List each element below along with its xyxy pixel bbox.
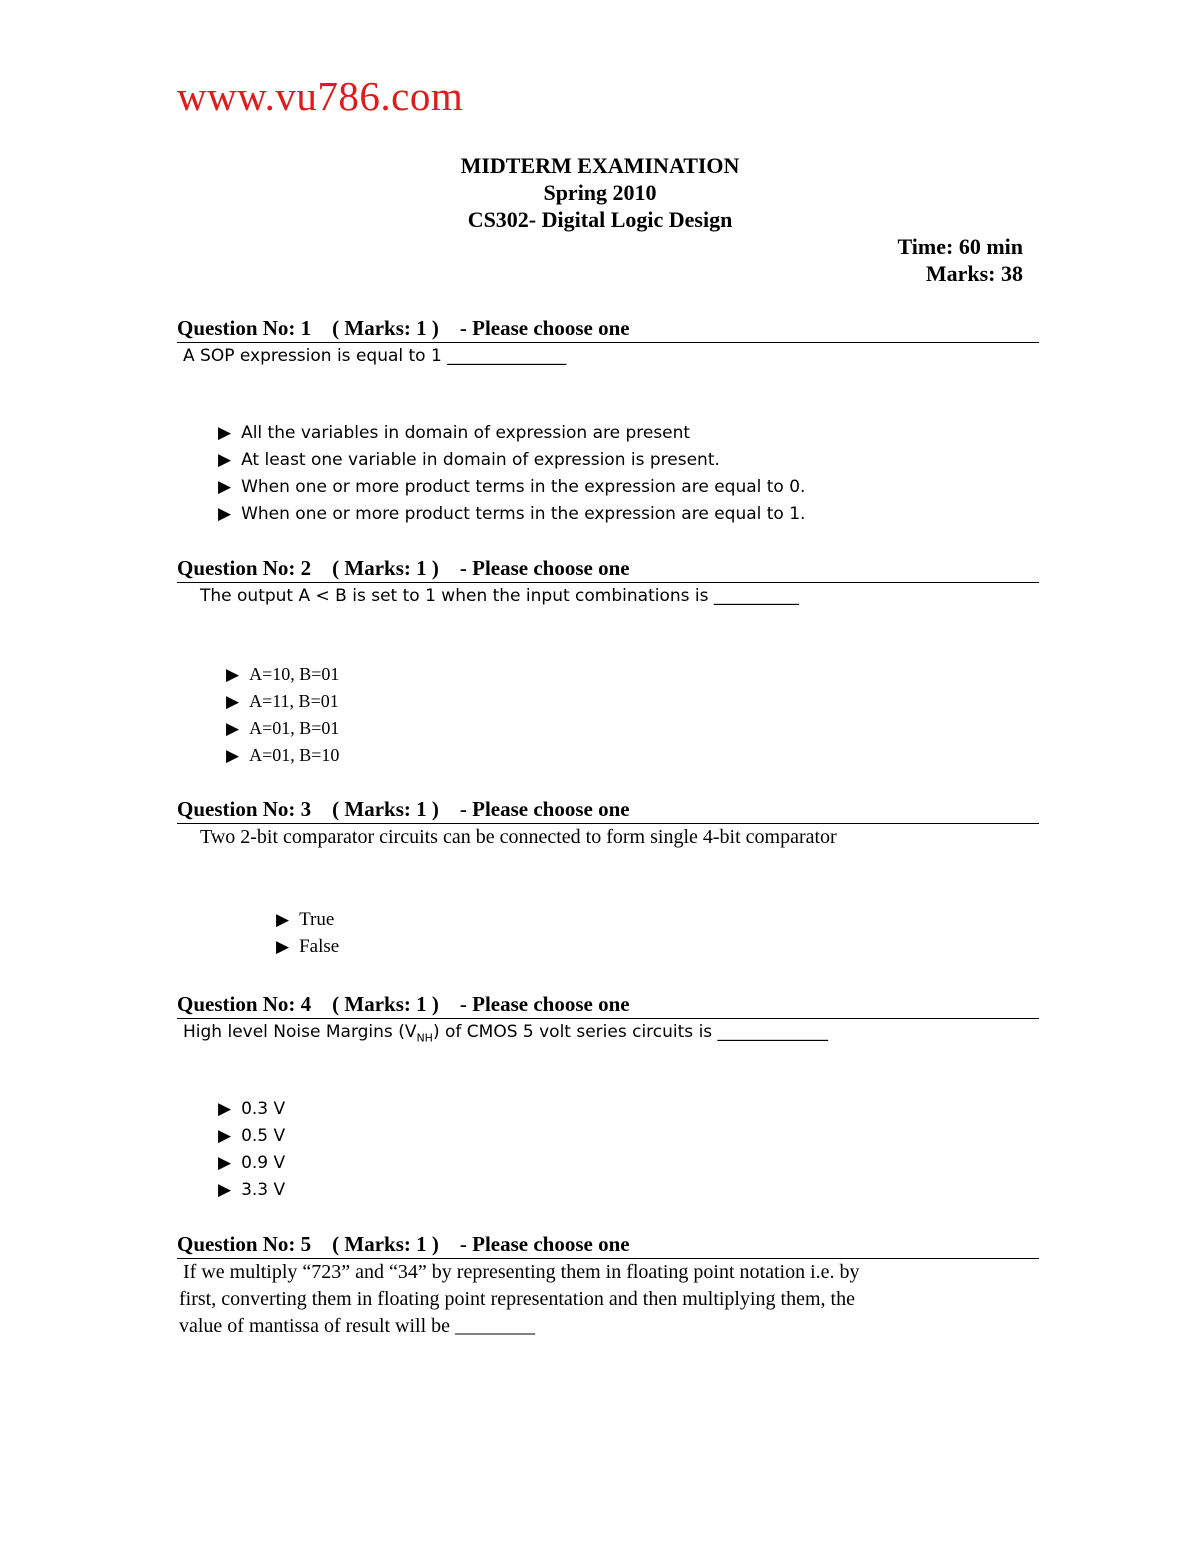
triangle-right-icon: ▶: [226, 692, 240, 711]
triangle-right-icon: ▶: [218, 1126, 232, 1146]
triangle-right-icon: ▶: [226, 719, 240, 738]
option[interactable]: ▶ 0.9 V: [218, 1150, 285, 1177]
triangle-right-icon: ▶: [218, 450, 232, 470]
question-text: [177, 1259, 1039, 1340]
exam-term: Spring 2010: [543, 180, 657, 205]
question-3-options: [276, 906, 339, 960]
exam-marks: Marks: 38: [925, 261, 1023, 286]
question-text: Two 2-bit comparator circuits can be connected to form single 4-bit comparator: [200, 826, 837, 848]
triangle-right-icon: ▶: [218, 1180, 232, 1200]
question-header: Question No: 4 ( Marks: 1 ) - Please choose one: [177, 992, 1039, 1019]
option[interactable]: ▶ When one or more product terms in the expression are equal to 0.: [218, 474, 805, 501]
triangle-right-icon: ▶: [226, 665, 240, 684]
course-title: CS302- Digital Logic Design: [467, 207, 733, 232]
triangle-right-icon: ▶: [218, 477, 232, 497]
question-header: Question No: 1 ( Marks: 1 ) - Please choose one: [177, 316, 1039, 343]
option[interactable]: ▶ When one or more product terms in the expression are equal to 1.: [218, 501, 805, 528]
question-text: High level Noise Margins $(V_{NH})$ of CMOS 5 volt series circuits is _____________: [183, 1022, 829, 1045]
question-text-line: value of mantissa of result will be ________: [179, 1315, 536, 1337]
option[interactable]: ▶ False: [276, 933, 339, 960]
question-4: [177, 992, 1039, 1051]
site-link[interactable]: www.vu786.com: [177, 73, 464, 119]
question-header: Question No: 2 ( Marks: 1 ) - Please choose one: [177, 556, 1039, 583]
option[interactable]: ▶ True: [276, 906, 339, 933]
question-1-options: [218, 420, 805, 528]
triangle-right-icon: ▶: [218, 423, 232, 443]
triangle-right-icon: ▶: [276, 910, 290, 929]
option[interactable]: ▶ 0.3 V: [218, 1096, 285, 1123]
question-5: [177, 1232, 1039, 1340]
triangle-right-icon: ▶: [218, 1099, 232, 1119]
option[interactable]: ▶ A=10, B=01: [226, 661, 339, 688]
exam-title: MIDTERM EXAMINATION: [460, 153, 740, 178]
question-header: Question No: 5 ( Marks: 1 ) - Please choose one: [177, 1232, 1039, 1259]
triangle-right-icon: ▶: [218, 504, 232, 524]
question-3: [177, 797, 1039, 851]
question-text: A SOP expression is equal to 1 ______________: [183, 346, 567, 366]
exam-time: Time: 60 min: [897, 234, 1023, 259]
option[interactable]: ▶ All the variables in domain of expression are present: [218, 420, 805, 447]
option[interactable]: ▶ A=01, B=01: [226, 715, 339, 742]
option[interactable]: ▶ 0.5 V: [218, 1123, 285, 1150]
option[interactable]: ▶ A=01, B=10: [226, 742, 339, 769]
question-text: The output A < B is set to 1 when the input combinations is __________: [200, 586, 799, 606]
option[interactable]: ▶ 3.3 V: [218, 1177, 285, 1204]
option[interactable]: ▶ At least one variable in domain of expression is present.: [218, 447, 805, 474]
question-header: Question No: 3 ( Marks: 1 ) - Please choose one: [177, 797, 1039, 824]
question-4-options: [218, 1096, 285, 1204]
question-2-options: [226, 661, 339, 769]
triangle-right-icon: ▶: [226, 746, 240, 765]
question-1: [177, 316, 1039, 370]
question-text-line: If we multiply “723” and “34” by representing them in floating point notation i.e. by: [183, 1261, 860, 1283]
triangle-right-icon: ▶: [276, 937, 290, 956]
option[interactable]: ▶ A=11, B=01: [226, 688, 339, 715]
question-text-line: first, converting them in floating point representation and then multiplying them, the: [179, 1288, 855, 1310]
question-2: [177, 556, 1039, 610]
triangle-right-icon: ▶: [218, 1153, 232, 1173]
